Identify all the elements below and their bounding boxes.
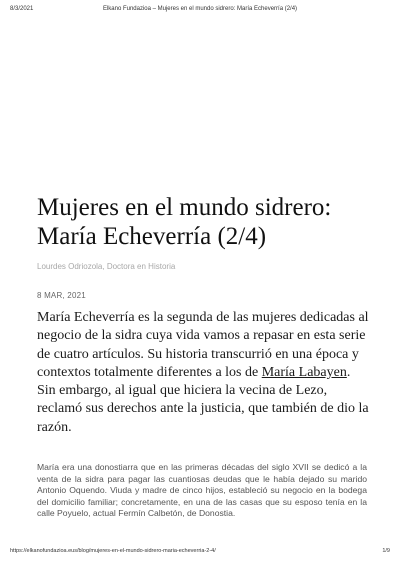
- print-footer: [0, 548, 400, 558]
- article-author: Lourdes Odriozola, Doctora en Historia: [37, 262, 176, 271]
- print-url: https://elkanofundazioa.eus/blog/mujeres-en-el-mundo-sidrero-maria-echeverria-2-4/: [10, 548, 216, 554]
- print-date: 8/3/2021: [10, 6, 34, 12]
- article-date: 8 MAR, 2021: [37, 291, 86, 300]
- lead-text-start: María Echeverría es la segunda de las mujeres dedicadas al negocio de la sidra cuya vida vamos a repasar en esta serie de cuatro artículos. Su historia transcurrió en una época y contextos totalmente diferentes a los de: [37, 310, 369, 380]
- article-body-paragraph: María era una donostiarra que en las primeras décadas del siglo XVII se dedicó a la venta de la sidra para pagar las cuantiosas deudas que le había dejado su marido Antonio Oquendo. Viuda y madre de cinco hijos, estableció su negocio en la bodega del domicilio familiar; concretamente, en una de las casas que su esposo tenía en la calle Poyuelo, actual Fermín Calbetón, de Donostia.: [37, 462, 367, 519]
- article-title: Mujeres en el mundo sidrero: María Echeverría (2/4): [37, 194, 332, 250]
- print-header: [0, 6, 400, 18]
- page-number: 1/9: [382, 548, 390, 554]
- maria-labayen-link[interactable]: María Labayen: [261, 364, 347, 380]
- print-document-title: Elkano Fundazioa – Mujeres en el mundo sidrero: María Echeverría (2/4): [102, 6, 298, 12]
- lead-text-end: . Sin embargo, al igual que hiciera la vecina de Lezo, reclamó sus derechos ante la justicia, que también de dio la razón.: [37, 364, 369, 435]
- article-lead: [37, 309, 369, 437]
